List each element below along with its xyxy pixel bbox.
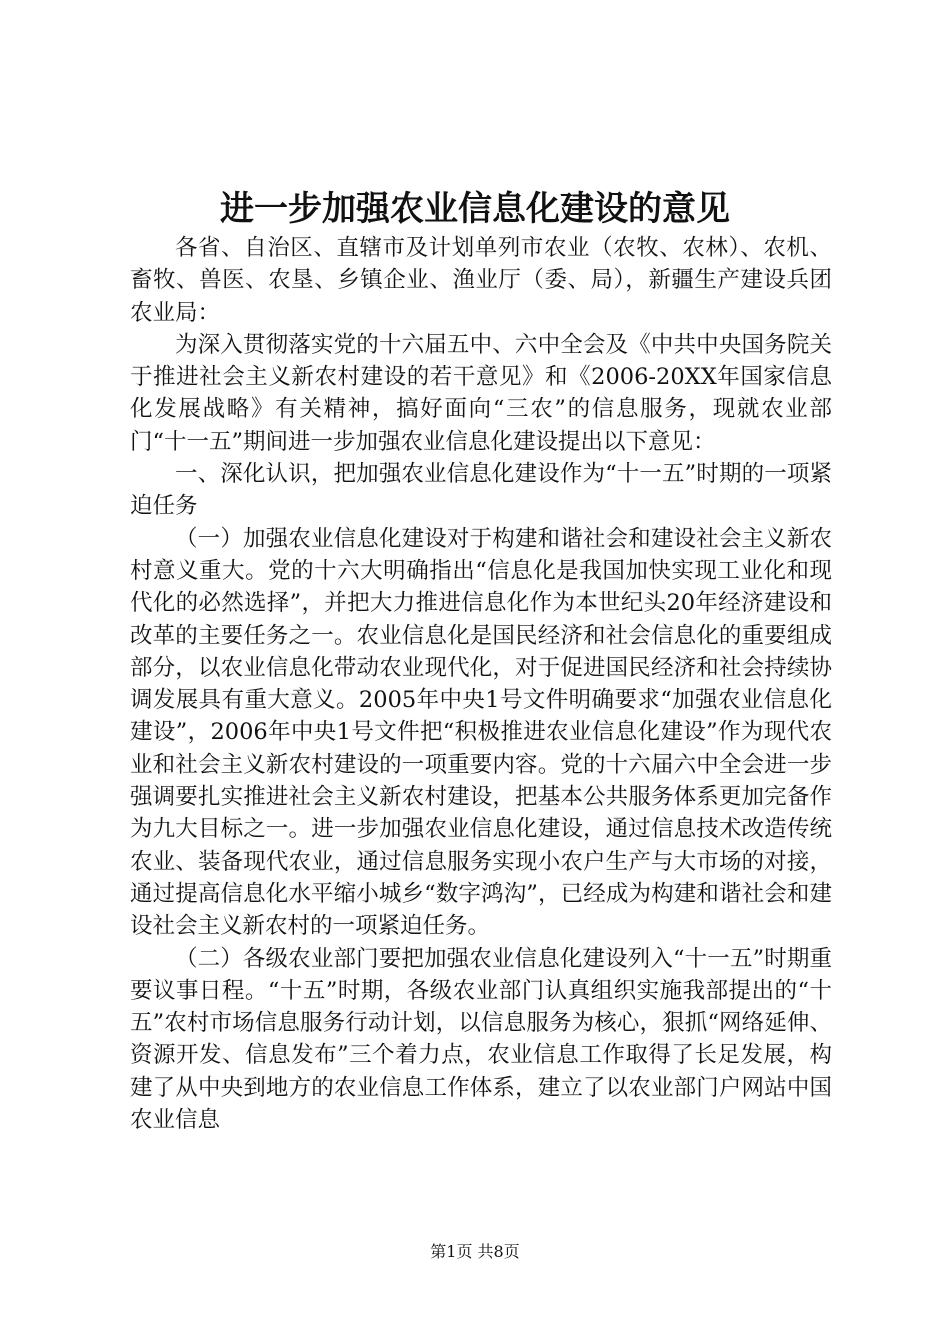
page-footer: 第1页 共8页 bbox=[430, 1242, 520, 1261]
section-heading: 一、深化认识，把加强农业信息化建设作为“十一五”时期的一项紧迫任务 bbox=[130, 461, 832, 520]
intro-paragraph: 为深入贯彻落实党的十六届五中、六中全会及《中共中央国务院关于推进社会主义新农村建设的若干意见》和《2006-20XX年国家信息化发展战略》有关精神，搞好面向“三农”的信息服务，现就农业部门“十一五”期间进一步加强农业信息化建设提出以下意见： bbox=[130, 331, 832, 455]
body-paragraph: （一）加强农业信息化建设对于构建和谐社会和建设社会主义新农村意义重大。党的十六大明确指出“信息化是我国加快实现工业化和现代化的必然选择”，并把大力推进信息化作为本世纪头20年经济建设和改革的主要任务之一。农业信息化是国民经济和社会信息化的重要组成部分，以农业信息化带动农业现代化，对于促进国民经济和社会持续协调发展具有重大意义。2005年中央1号文件明确要求“加强农业信息化建设”，2006年中央1号文件把“积极推进农业信息化建设”作为现代农业和社会主义新农村建设的一项重要内容。党的十六届六中全会进一步强调要扎实推进社会主义新农村建设，把基本公共服务体系更加完备作为九大目标之一。进一步加强农业信息化建设，通过信息技术改造传统农业、装备现代农业，通过信息服务实现小农户生产与大市场的对接，通过提高信息化水平缩小城乡“数字鸿沟”，已经成为构建和谐社会和建设社会主义新农村的一项紧迫任务。 bbox=[130, 525, 832, 940]
body-paragraph: （二）各级农业部门要把加强农业信息化建设列入“十一五”时期重要议事日程。“十五”时期，各级农业部门认真组织实施我部提出的“十五”农村市场信息服务行动计划，以信息服务为核心，狠抓“网络延伸、资源开发、信息发布”三个着力点，农业信息工作取得了长足发展，构建了从中央到地方的农业信息工作体系，建立了以农业部门户网站中国农业信息 bbox=[130, 945, 832, 1134]
document-body bbox=[130, 232, 832, 1136]
salutation-paragraph: 各省、自治区、直辖市及计划单列市农业（农牧、农林）、农机、畜牧、兽医、农垦、乡镇企业、渔业厅（委、局），新疆生产建设兵团农业局： bbox=[130, 235, 832, 326]
document-title: 进一步加强农业信息化建设的意见 bbox=[220, 189, 730, 229]
